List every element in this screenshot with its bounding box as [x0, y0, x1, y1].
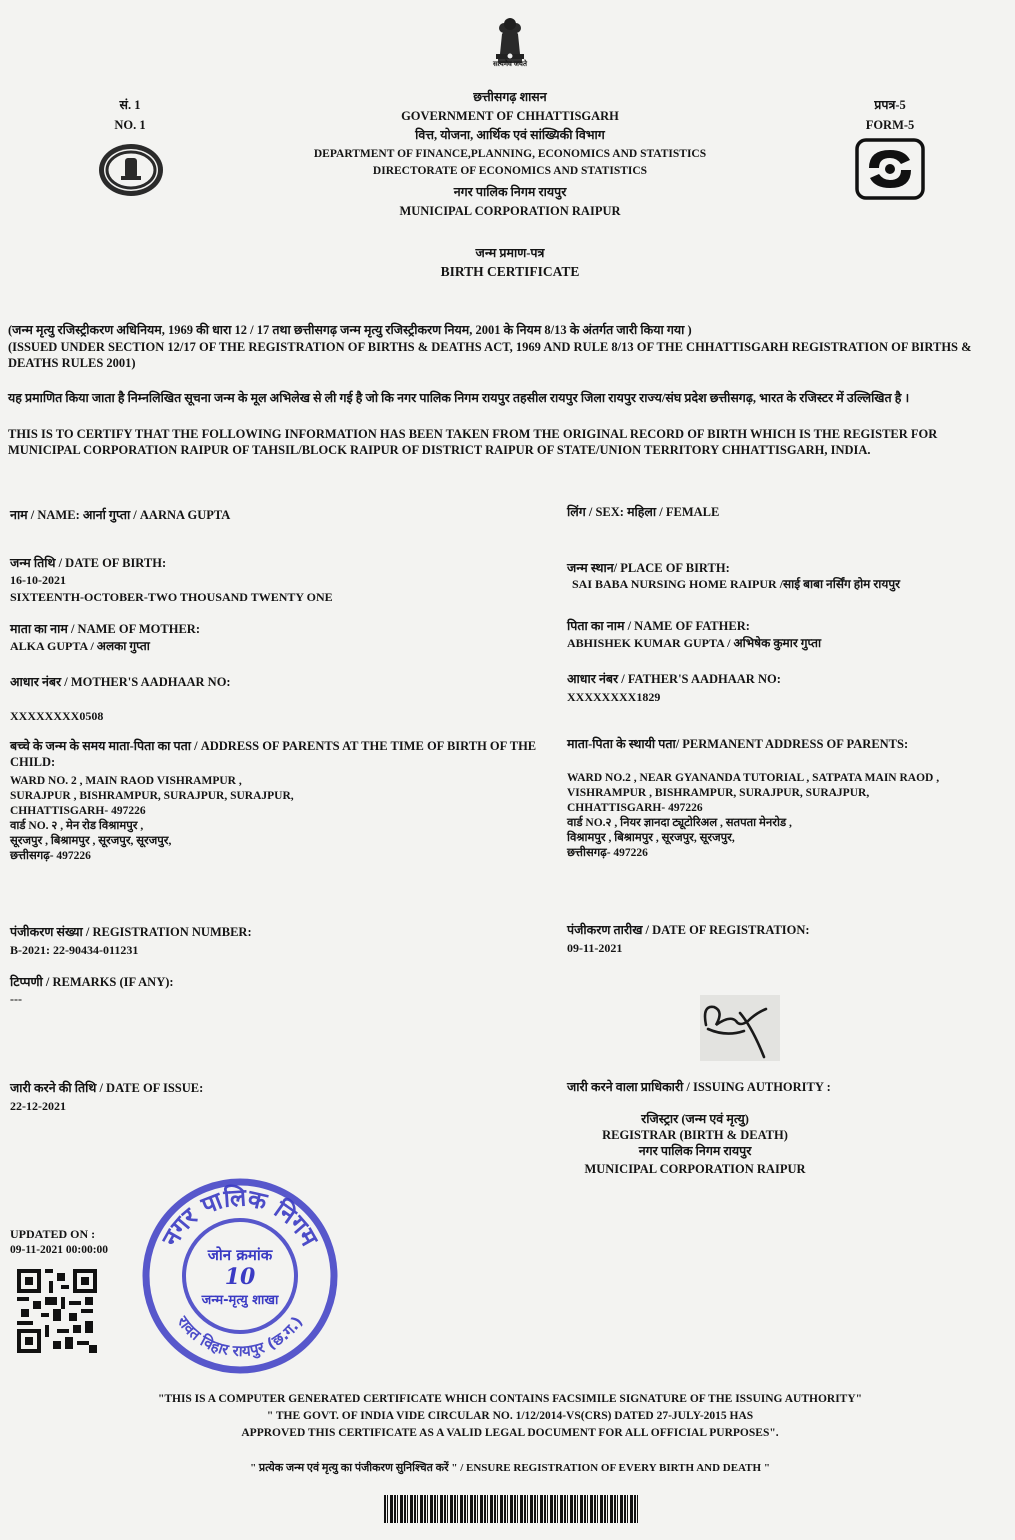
permanent-address-line: छत्तीसगढ़- 497226 [567, 847, 648, 859]
mother-name-label: माता का नाम / NAME OF MOTHER: [10, 622, 200, 636]
permanent-address-line: VISHRAMPUR , BISHRAMPUR, SURAJPUR, SURAJPUR, [567, 787, 870, 799]
certify-hindi: यह प्रमाणित किया जाता है निम्नलिखित सूचना जन्म के मूल अभिलेख से ली गई है जो कि नगर पालिक निगम रायपुर तहसील रायपुर जिला रायपुर राज्य/संघ प्रदेश छत्तीसगढ़, भारत के रजिस्टर में उल्लिखित है । [8, 391, 910, 405]
permanent-address-line: CHHATTISGARH- 497226 [567, 802, 703, 814]
birth-address-line: SURAJPUR , BISHRAMPUR, SURAJPUR, SURAJPUR, [10, 790, 294, 802]
registration-date-value: 09-11-2021 [567, 941, 623, 955]
father-name-label: पिता का नाम / NAME OF FATHER: [567, 619, 750, 633]
registration-number-value: B-2021: 22-90434-011231 [10, 943, 139, 957]
form-label-hindi: प्रपत्र-5 [874, 98, 906, 112]
department-english: DEPARTMENT OF FINANCE,PLANNING, ECONOMICS AND STATISTICS [313, 148, 707, 160]
form-number-english: NO. 1 [114, 118, 146, 132]
svg-text:रावत विहार रायपुर (छ.ग.) [173, 1312, 306, 1360]
child-name: नाम / NAME: आर्ना गुप्ता / AARNA GUPTA [10, 508, 231, 522]
mother-name-value: ALKA GUPTA / अलका गुप्ता [10, 639, 150, 653]
registrar-title-hindi: रजिस्ट्रार (जन्म एवं मृत्यु) [641, 1112, 749, 1126]
certify-english: THIS IS TO CERTIFY THAT THE FOLLOWING INFORMATION HAS BEEN TAKEN FROM THE ORIGINAL RECORD OF BIRTH WHICH IS THE REGISTER FOR MUNICIPAL CORPORATION RAIPUR OF TAHSIL/BLOCK RAIPUR OF DISTRICT RAIPUR OF STATE/UNION TERRITORY CHHATTISGARH, INDIA. [8, 427, 938, 457]
crs-logo-icon [855, 138, 925, 200]
issued-under-hindi: (जन्म मृत्यु रजिस्ट्रीकरण अधिनियम, 1969 की धारा 12 / 17 तथा छत्तीसगढ़ जन्म मृत्यु रजिस्ट्रीकरण नियम, 2001 के नियम 8/13 के अंतर्गत जारी किया गया ) [8, 323, 692, 337]
certificate-title-english: BIRTH CERTIFICATE [440, 264, 580, 279]
certificate-title-hindi: जन्म प्रमाण-पत्र [475, 246, 545, 260]
birth-address-line: CHHATTISGARH- 497226 [10, 805, 146, 817]
dob-label: जन्म तिथि / DATE OF BIRTH: [10, 556, 167, 570]
father-aadhaar-value: XXXXXXXX1829 [567, 690, 661, 704]
footer-circular-note: " THE GOVT. OF INDIA VIDE CIRCULAR NO. 1/12/2014-VS(CRS) DATED 27-JULY-2015 HAS [266, 1410, 754, 1422]
remarks-value: --- [10, 992, 22, 1006]
footer-approved-note: APPROVED THIS CERTIFICATE AS A VALID LEGAL DOCUMENT FOR ALL OFFICIAL PURPOSES". [241, 1427, 779, 1439]
municipal-stamp-icon [140, 1178, 340, 1374]
stamp-outer-bottom-text: रावत विहार रायपुर (छ.ग.) [173, 1312, 307, 1361]
directorate-english: DIRECTORATE OF ECONOMICS AND STATISTICS [372, 165, 648, 177]
svg-text:नगर पालिक निगम [156, 1183, 324, 1252]
issue-date-label: जारी करने की तिथि / DATE OF ISSUE: [10, 1081, 204, 1095]
government-english: GOVERNMENT OF CHHATTISGARH [401, 109, 619, 123]
form-label-english: FORM-5 [865, 118, 915, 132]
stamp-zone-label: जोन क्रमांक [207, 1246, 273, 1264]
department-hindi: वित्त, योजना, आर्थिक एवं सांख्यिकी विभाग [415, 128, 605, 142]
permanent-address-line: विश्रामपुर , बिश्रामपुर , सूरजपुर, सूरजपुर, [567, 832, 735, 844]
stamp-zone-number: 10 [224, 1264, 256, 1290]
barcode-icon [384, 1495, 640, 1523]
state-seal-icon [97, 142, 165, 198]
registration-number-label: पंजीकरण संख्या / REGISTRATION NUMBER: [10, 925, 252, 939]
stamp-branch-label: जन्म-मृत्यु शाखा [201, 1293, 279, 1308]
issuing-authority-label: जारी करने वाला प्राधिकारी / ISSUING AUTHORITY : [567, 1080, 831, 1094]
issued-under-english: (ISSUED UNDER SECTION 12/17 OF THE REGISTRATION OF BIRTHS & DEATHS ACT, 1969 AND RULE 8/13 OF THE CHHATTISGARH REGISTRATION OF BIRTHS & DEATHS RULES 2001) [8, 340, 972, 370]
birth-address-label: बच्चे के जन्म के समय माता-पिता का पता / ADDRESS OF PARENTS AT THE TIME OF BIRTH OF THE CHILD: [10, 739, 537, 769]
birth-address-line: WARD NO. 2 , MAIN RAOD VISHRAMPUR , [10, 775, 242, 787]
father-aadhaar-label: आधार नंबर / FATHER'S AADHAAR NO: [567, 672, 781, 686]
emblem-motto: सत्यमेव जयते [493, 60, 527, 68]
pob-value: SAI BABA NURSING HOME RAIPUR /साई बाबा नर्सिंग होम रायपुर [572, 577, 901, 591]
registrar-corporation-hindi: नगर पालिक निगम रायपुर [638, 1144, 752, 1158]
footer-computer-generated-note: "THIS IS A COMPUTER GENERATED CERTIFICATE WHICH CONTAINS FACSIMILE SIGNATURE OF THE ISSUING AUTHORITY" [157, 1393, 863, 1405]
footer-motto: " प्रत्येक जन्म एवं मृत्यु का पंजीकरण सुनिश्चित करें " / ENSURE REGISTRATION OF EVERY BIRTH AND DEATH " [250, 1462, 770, 1474]
father-name-value: ABHISHEK KUMAR GUPTA / अभिषेक कुमार गुप्ता [567, 636, 822, 650]
sex-field: लिंग / SEX: महिला / FEMALE [567, 505, 720, 519]
dob-words: SIXTEENTH-OCTOBER-TWO THOUSAND TWENTY ONE [10, 590, 333, 604]
qr-code-icon[interactable] [17, 1269, 97, 1353]
updated-on-label: UPDATED ON : [10, 1227, 96, 1241]
issue-date-value: 22-12-2021 [10, 1099, 66, 1113]
dob-value: 16-10-2021 [10, 573, 66, 587]
updated-on-value: 09-11-2021 00:00:00 [10, 1244, 109, 1256]
registrar-corporation-english: MUNICIPAL CORPORATION RAIPUR [584, 1162, 806, 1176]
form-number-hindi: सं. 1 [119, 98, 141, 112]
permanent-address-line: WARD NO.2 , NEAR GYANANDA TUTORIAL , SATPATA MAIN RAOD , [567, 772, 940, 784]
mother-aadhaar-label: आधार नंबर / MOTHER'S AADHAAR NO: [10, 675, 231, 689]
stamp-outer-top-text: नगर पालिक निगम [156, 1183, 324, 1251]
registrar-title-english: REGISTRAR (BIRTH & DEATH) [602, 1128, 788, 1142]
government-hindi: छत्तीसगढ़ शासन [473, 90, 547, 104]
pob-label: जन्म स्थान/ PLACE OF BIRTH: [567, 561, 730, 575]
registration-date-label: पंजीकरण तारीख / DATE OF REGISTRATION: [567, 923, 810, 937]
registrar-signature-icon [700, 995, 780, 1061]
birth-address-line: वार्ड NO. २ , मेन रोड विश्रामपुर , [10, 820, 144, 832]
permanent-address-line: वार्ड NO.२ , नियर ज्ञानदा ट्यूटोरिअल , सतपता मेनरोड , [567, 817, 792, 829]
birth-address-line: सूरजपुर , बिश्रामपुर , सूरजपुर, सूरजपुर, [10, 835, 172, 847]
corporation-hindi: नगर पालिक निगम रायपुर [453, 185, 567, 199]
permanent-address-label: माता-पिता के स्थायी पता/ PERMANENT ADDRESS OF PARENTS: [567, 737, 909, 751]
birth-address-line: छत्तीसगढ़- 497226 [10, 850, 91, 862]
remarks-label: टिप्पणी / REMARKS (IF ANY): [10, 975, 174, 989]
corporation-english: MUNICIPAL CORPORATION RAIPUR [399, 204, 621, 218]
mother-aadhaar-value: XXXXXXXX0508 [10, 709, 104, 723]
